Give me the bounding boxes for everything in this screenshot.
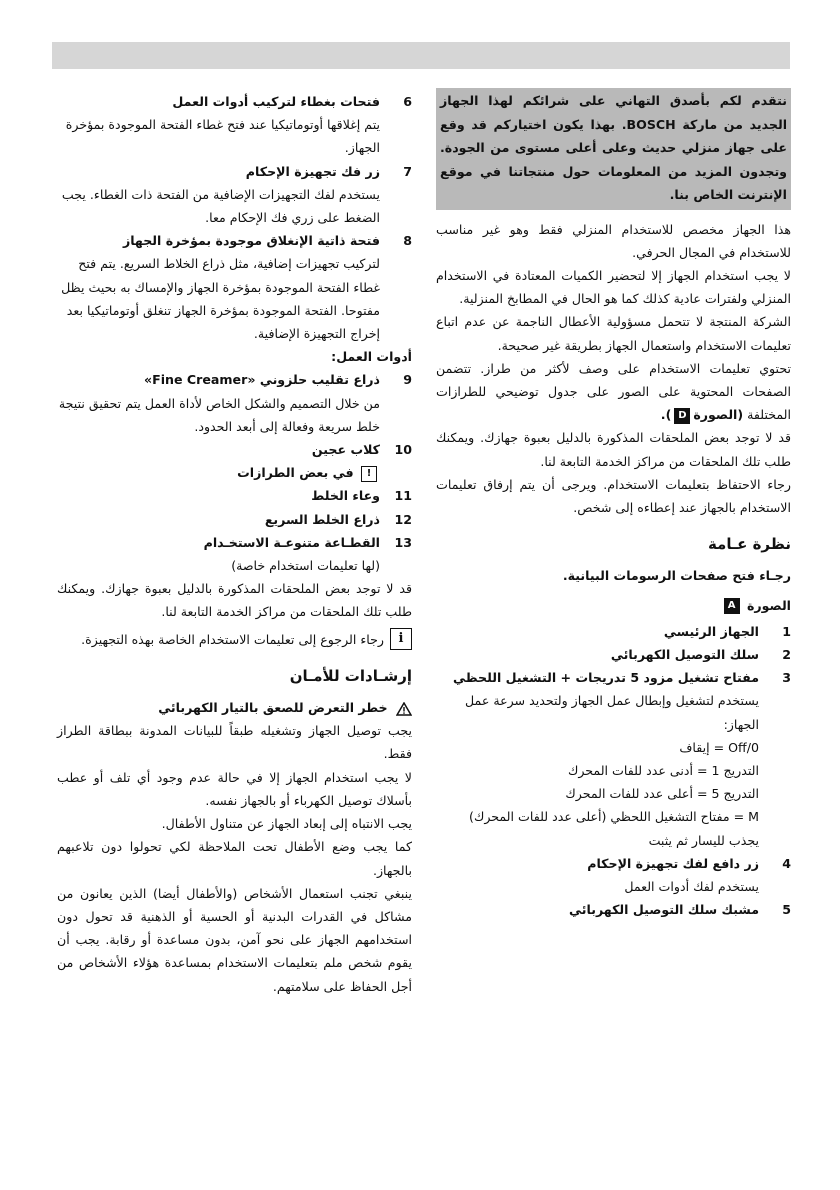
warning-title: خطر التعرض للصعق بالتيار الكهربائي	[158, 700, 388, 716]
item-12: 12 ذراع الخلط السريع	[264, 511, 412, 527]
item-10: 10 كلاب عجين	[311, 442, 412, 458]
safety-para-4: كما يجب وضع الأطفال تحت الملاحظة لكي تحولوا دون تلاعبهم بالجهاز.	[57, 839, 412, 878]
tools-heading: أدوات العمل:	[331, 349, 412, 365]
models-para	[436, 357, 791, 427]
overview-item-2: 2 سلك التوصيل الكهربائي	[610, 646, 791, 662]
right-column	[436, 88, 791, 921]
safety-para-3: يجب الانتباه إلى إبعاد الجهاز عن متناول الأطفال.	[161, 816, 412, 832]
warning-heading	[57, 696, 412, 719]
intro-box: نتقدم لكم بأصدق التهاني على شرائكم لهذا الجهاز الجديد من ماركة BOSCH. بهذا يكون اختياركم قد وقع على جهاز منزلي حديث وعلى أعلى مستوى من الجودة. وتجدون المزيد من المعلومات حول منتجاتنا في موقع الإنترنت الخاص بنا.	[436, 88, 791, 210]
overview-item-1: 1 الجهاز الرئيسي	[663, 623, 791, 639]
warning-triangle-icon	[396, 702, 412, 716]
overview-item-5: 5 مشبك سلك التوصيل الكهربائي	[569, 902, 791, 918]
item-8: 8 فتحة ذاتية الإنغلاق موجودة بمؤخرة الجهاز لتركيب تجهيزات إضافية، مثل ذراع الخلاط السريع. يتم فتح غطاء الفتحة الموجودة بمؤخرة الجهاز والإمساك به بحيث يظل مفتوحا. الفتحة الموجودة بمؤخرة الجهاز تنغلق أوتوماتيكيا بعد إخراج التجهيزة الإضافية.	[61, 233, 412, 342]
keep-instructions-para: رجاء الاحتفاظ بتعليمات الاستخدام. ويرجى أن يتم إرفاق تعليمات الاستخدام بالجهاز عند إعطاءه إلى شخص.	[436, 476, 791, 515]
info-note-row	[57, 628, 412, 651]
info-icon: i	[390, 628, 412, 650]
overview-subtitle: رجـاء فتح صفحات الرسومات البيانية.	[562, 568, 791, 584]
item-6: 6 فتحات بغطاء لتركيب أدوات العمل يتم إغلاقها أوتوماتيكيا عند فتح غطاء الفتحة الموجودة بمؤخرة الجهاز.	[65, 94, 412, 156]
models-note-row	[57, 461, 412, 484]
safety-para-1: يجب توصيل الجهاز وتشغيله طبقاً للبيانات المدونة ببطاقة الطراز فقط.	[57, 723, 412, 762]
left-accessories-para: قد لا توجد بعض الملحقات المذكورة بالدليل بعبوة جهازك. ويمكنك طلب تلك الملحقات من مراكز الخدمة التابعة لنا.	[57, 581, 412, 620]
figure-a-badge: A	[724, 598, 740, 614]
header-bar	[52, 42, 790, 69]
overview-item-3: 3 مفتاح تشغيل مزود 5 تدريجات + التشغيل اللحظي يستخدم لتشغيل وإبطال عمل الجهاز ولتحديد سرعة عمل الجهاز: Off/0 = إيقاف التدريج 1 = أدنى عدد للفات المحرك التدريج 5 = أعلى عدد للفات المحرك M = مفتاح التشغيل اللحظي (أعلى عدد للفات المحرك) يجذب لليسار ثم يثبت	[453, 670, 791, 848]
safety-title: إرشـادات للأمـان	[289, 666, 412, 685]
info-note: رجاء الرجوع إلى تعليمات الاستخدام الخاصة بهذه التجهيزة.	[81, 631, 384, 647]
safety-para-5: ينبغي تجنب استعمال الأشخاص (والأطفال أيضا) الذين يعانون من مشاكل في القدرات البدنية أو الحسية أو الذهنية قد تحول دون استخدامهم الجهاز على نحو آمن، بدون مساعدة أو رقابة. يجب أن يقوم شخص ملم بتعليمات الاستخدام بمساعدة هؤلاء الأشخاص من أجل الحفاظ على سلامتهم.	[57, 885, 412, 994]
item-9: 9 ذراع تقليب حلزوني «Fine Creamer» من خلال التصميم والشكل الخاص لأداة العمل يتم تحقيق نتيجة خلط سريعة وفعالة إلى أبعد الحدود.	[58, 372, 412, 434]
item-11: 11 وعاء الخلط	[311, 488, 412, 504]
item-13: 13 القطـاعة متنوعـة الاستخـدام (لها تعليمات استخدام خاصة)	[203, 534, 412, 574]
figure-a-label: الصورة A	[436, 594, 791, 617]
safety-para-2: لا يجب استخدام الجهاز إلا في حالة عدم وجود أي تلف أو عطب بأسلاك توصيل الكهرباء أو بالجهاز نفسه.	[57, 769, 412, 808]
overview-item-4: 4 زر دافع لفك تجهيزة الإحكام يستخدم لفك أدوات العمل	[587, 855, 791, 894]
models-para-text: تحتوي تعليمات الاستخدام على وصف لأكثر من طراز. تتضمن الصفحات المحتوية على الصور على جدول توضيحي للطرازات المختلفة	[436, 360, 791, 423]
accessories-para: قد لا توجد بعض الملحقات المذكورة بالدليل بعبوة جهازك. ويمكنك طلب تلك الملحقات من مراكز الخدمة التابعة لنا.	[436, 430, 791, 469]
usage-para-1: هذا الجهاز مخصص للاستخدام المنزلي فقط وهو غير مناسب للاستخدام في المجال الحرفي.	[436, 221, 791, 260]
models-note: في بعض الطرازات	[237, 465, 354, 481]
usage-para-3: الشركة المنتجة لا تتحمل مسؤولية الأعطال الناجمة عن عدم اتباع تعليمات الاستخدام واستعمال الجهاز بطريقة غير صحيحة.	[436, 314, 791, 353]
overview-title: نظرة عـامة	[707, 535, 791, 554]
left-column	[57, 90, 412, 998]
figure-d-badge: D	[674, 408, 690, 424]
usage-para-2: لا يجب استخدام الجهاز إلا لتحضير الكميات المعتادة في الاستخدام المنزلي ولفترات عادية كذلك كما هو الحال في المطابخ المنزلية.	[436, 267, 791, 307]
exclamation-icon: !	[361, 466, 377, 482]
item-7: 7 زر فك تجهيزة الإحكام يستخدم لفك التجهيزات الإضافية من الفتحة ذات الغطاء. يجب الضغط على زري فك الإحكام معا.	[61, 163, 412, 226]
figure-ref: (الصورةD).	[660, 407, 744, 423]
